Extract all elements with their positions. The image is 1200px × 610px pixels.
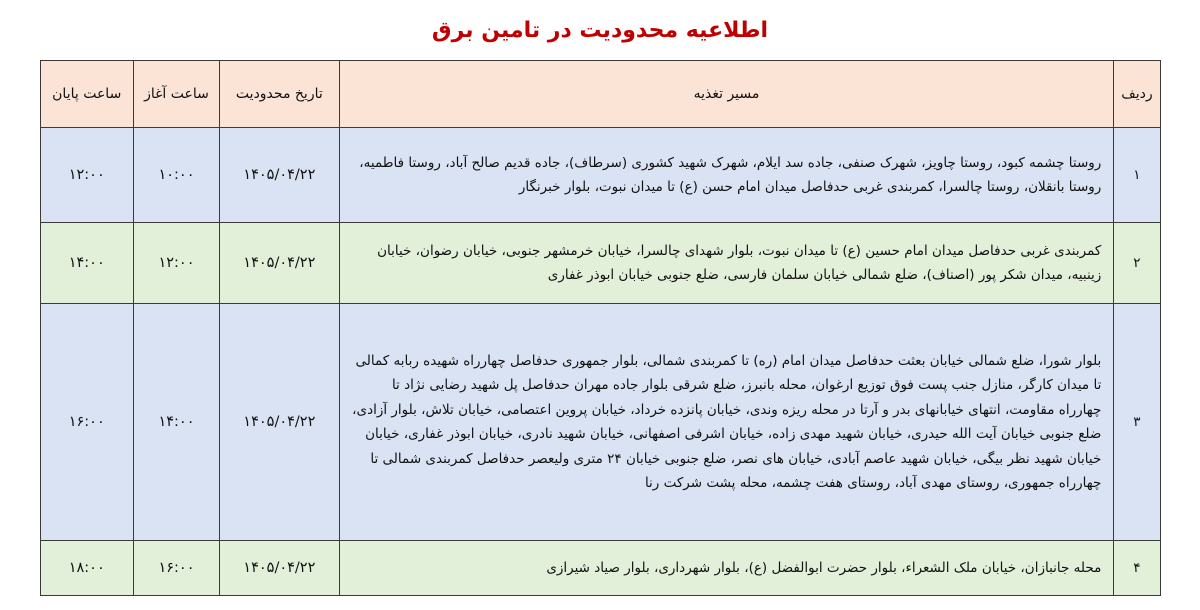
table-row [40,223,1160,304]
end-time-cell: ۱۸:۰۰ [40,541,133,596]
route-cell: کمربندی غربی حدفاصل میدان امام حسین (ع) تا میدان نبوت، بلوار شهدای چالسرا، خیابان خرمشهر جنوبی، خیابان رضوان، خیابان زینبیه، میدان شکر پور (اصناف)، ضلع شمالی خیابان سلمان فارسی، ضلع جنوبی خیابان ابوذر غفاری [339,223,1114,304]
end-time-cell: ۱۴:۰۰ [40,223,133,304]
header-start-time: ساعت آغاز [133,61,219,128]
outage-table [40,60,1161,596]
route-cell: روستا چشمه کبود، روستا چاویز، شهرک صنفی، جاده سد ایلام، شهرک شهید کشوری (سرطاف)، جاده قدیم صالح آباد، روستا فاطمیه، روستا بانقلان، روستا چالسرا، کمربندی غربی حدفاصل میدان امام حسن (ع) تا میدان نبوت، بلوار خبرنگار [339,128,1114,223]
header-row-number: ردیف [1114,61,1160,128]
row-number: ۳ [1114,304,1160,541]
row-number: ۲ [1114,223,1160,304]
date-cell: ۱۴۰۵/۰۴/۲۲ [220,128,340,223]
date-cell: ۱۴۰۵/۰۴/۲۲ [220,223,340,304]
start-time-cell: ۱۴:۰۰ [133,304,219,541]
route-cell: محله جانبازان، خیابان ملک الشعراء، بلوار حضرت ابوالفضل (ع)، بلوار شهرداری، بلوار صیاد شیرازی [339,541,1114,596]
header-end-time: ساعت پایان [40,61,133,128]
table-header-row [40,61,1160,128]
start-time-cell: ۱۰:۰۰ [133,128,219,223]
row-number: ۱ [1114,128,1160,223]
date-cell: ۱۴۰۵/۰۴/۲۲ [220,304,340,541]
table-row [40,304,1160,541]
table-row [40,128,1160,223]
end-time-cell: ۱۲:۰۰ [40,128,133,223]
page-title: اطلاعیه محدودیت در تامین برق [431,18,769,43]
end-time-cell: ۱۶:۰۰ [40,304,133,541]
start-time-cell: ۱۲:۰۰ [133,223,219,304]
table-row [40,541,1160,596]
row-number: ۴ [1114,541,1160,596]
route-cell: بلوار شورا، ضلع شمالی خیابان بعثت حدفاصل میدان امام (ره) تا کمربندی شمالی، بلوار جمهوری حدفاصل چهارراه شهیده ربابه کمالی تا میدان کارگر، منازل جنب پست فوق توزیع ارغوان، محله بانبرز، ضلع شرقی بلوار جاده مهران حدفاصل پل شهید رضایی نژاد تا چهارراه مقاومت، انتهای خیابانهای بدر و آرتا در محله ریزه وندی، خیابان پانزده خرداد، خیابان پروین اعتصامی، خیابان تلاش، بلوار آزادی، ضلع جنوبی خیابان آیت الله حیدری، خیابان شهید مهدی زاده، خیابان اشرفی اصفهانی، خیابان شهید نادری، خیابان ابوذر غفاری، خیابان خیابان شهید نظر بیگی، خیابان شهید عاصم آبادی، خیابان های نصر، ضلع جنوبی خیابان ۲۴ متری ولیعصر حدفاصل کمربندی شمالی تا چهارراه جمهوری، روستای مهدی آباد، روستای هفت چشمه، محله پشت شرکت رنا [339,304,1114,541]
start-time-cell: ۱۶:۰۰ [133,541,219,596]
date-cell: ۱۴۰۵/۰۴/۲۲ [220,541,340,596]
header-route: مسیر تغذیه [339,61,1114,128]
header-date: تاریخ محدودیت [220,61,340,128]
